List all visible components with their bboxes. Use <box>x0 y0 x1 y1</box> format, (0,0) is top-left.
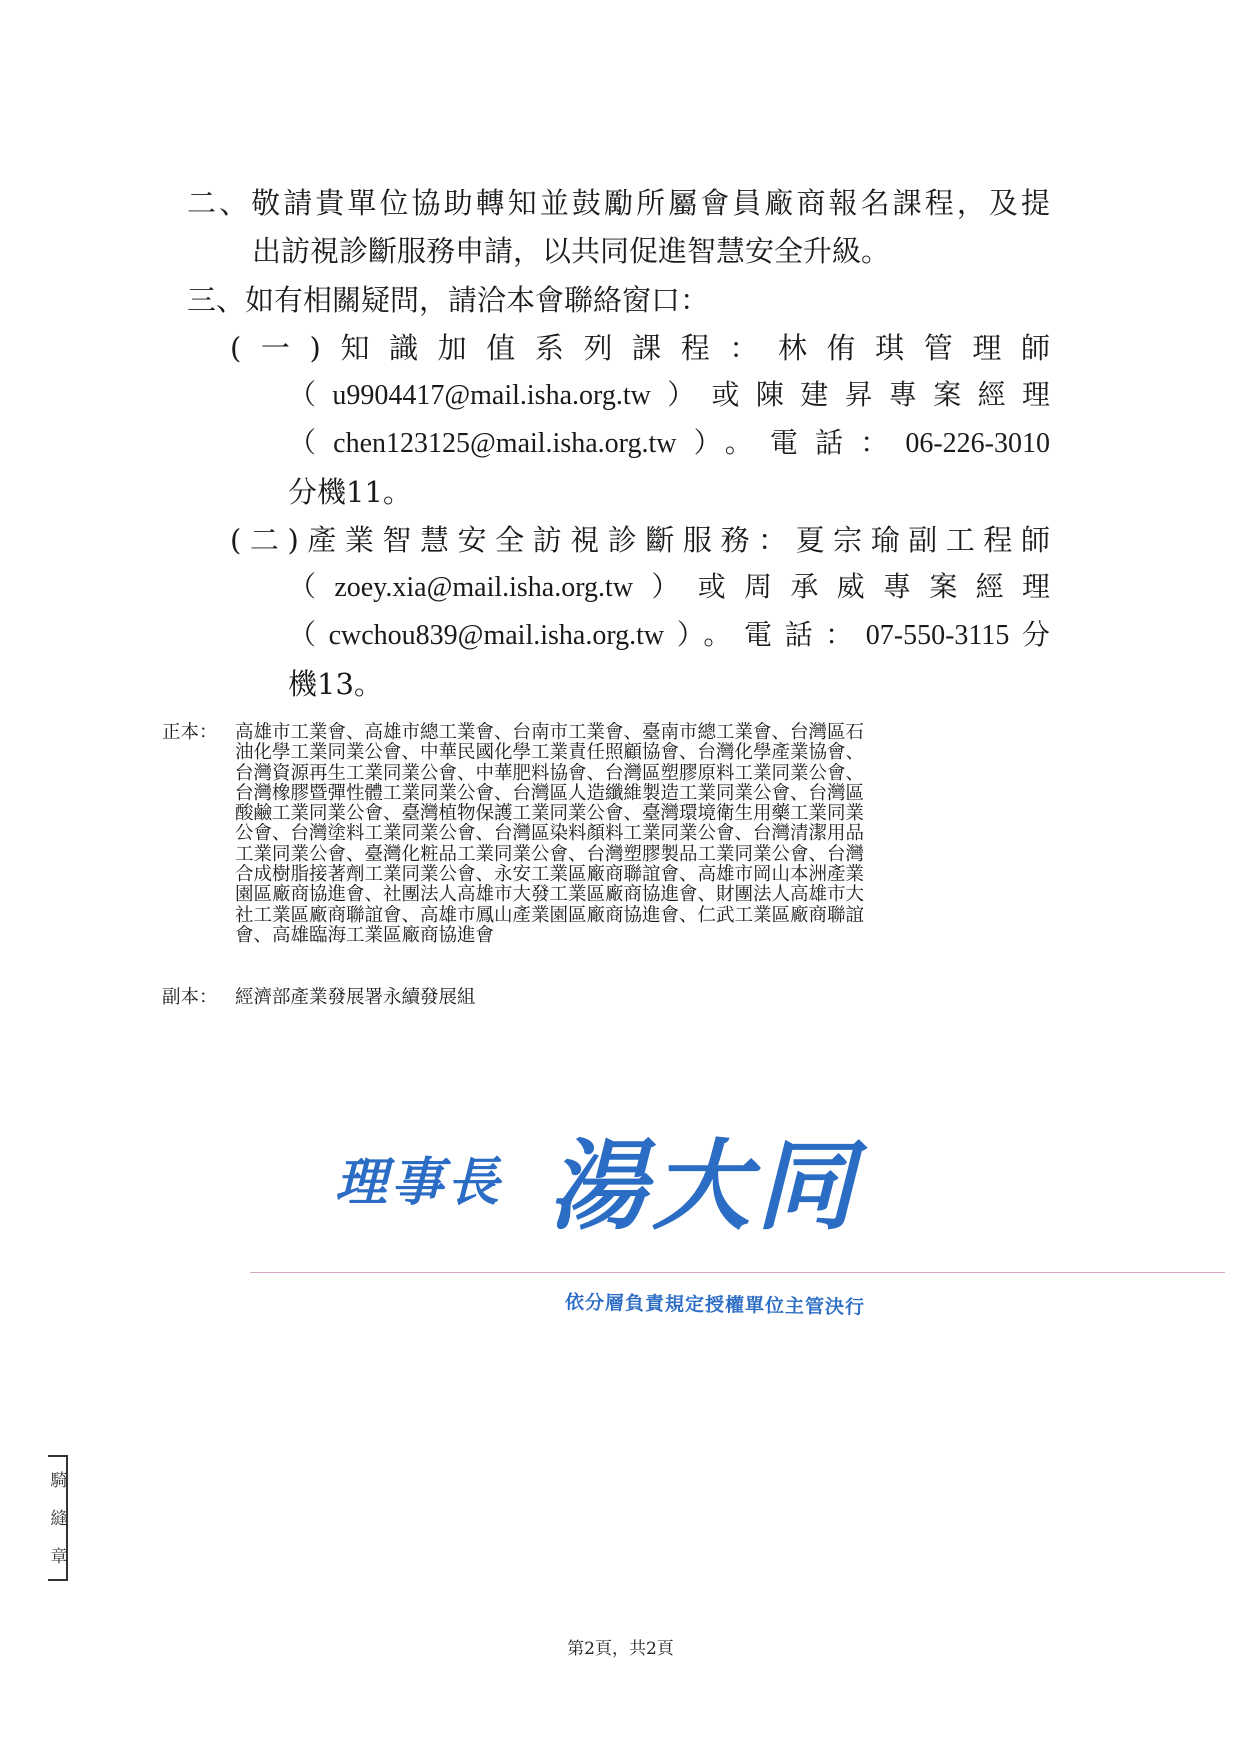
main-recipients-line: 台灣資源再生工業同業公會、中華肥料協會、台灣區塑膠原料工業同業公會、 <box>235 762 865 784</box>
main-recipients-line: 酸鹼工業同業公會、臺灣植物保護工業同業公會、臺灣環境衛生用藥工業同業 <box>235 803 865 825</box>
seam-seal-char: 縫 <box>50 1509 68 1529</box>
contact-1-line-3: （chen123125@mail.isha.org.tw）。電話：06-226-3010 <box>288 428 1050 459</box>
contact-1-line-1: (一)知識加值系列課程：林侑琪管理師 <box>230 331 1050 365</box>
seam-seal-char: 騎 <box>50 1471 68 1491</box>
item-3-heading: 三、如有相關疑問，請洽本會聯絡窗口： <box>187 283 710 317</box>
contact-2-line-2: （zoey.xia@mail.isha.org.tw）或周承威專案經理 <box>288 572 1050 603</box>
seam-seal-char: 章 <box>50 1547 68 1567</box>
signature-name: 湯大同 <box>548 1129 861 1244</box>
main-recipients-line: 會、高雄臨海工業區廠商協進會 <box>235 924 495 946</box>
main-recipients-line: 園區廠商協進會、社團法人高雄市大發工業區廠商協進會、財團法人高雄市大 <box>235 884 865 906</box>
main-recipients-list <box>235 723 1035 946</box>
contact-1-line-4: 分機11。 <box>288 475 412 509</box>
item-2-line-1: 二、敬請貴單位協助轉知並鼓勵所屬會員廠商報名課程，及提 <box>187 186 1050 220</box>
copy-recipients-text: 經濟部產業發展署永續發展組 <box>235 987 476 1008</box>
main-recipients-line: 合成樹脂接著劑工業同業公會、永安工業區廠商聯誼會、高雄市岡山本洲產業 <box>235 864 865 886</box>
contact-1-line-2: （u9904417@mail.isha.org.tw）或陳建昇專案經理 <box>288 380 1050 411</box>
signature-divider <box>250 1272 1225 1273</box>
contact-2-line-4: 機13。 <box>288 667 383 701</box>
copy-recipients-label: 副本： <box>162 987 218 1008</box>
delegation-note: 依分層負責規定授權單位主管決行 <box>564 1291 866 1319</box>
page-number: 第2頁，共2頁 <box>567 1639 674 1659</box>
main-recipients-line: 台灣橡膠暨彈性體工業同業公會、台灣區人造纖維製造工業同業公會、台灣區 <box>235 782 865 804</box>
main-recipients-label: 正本： <box>162 722 218 743</box>
main-recipients-line: 工業同業公會、臺灣化粧品工業同業公會、台灣塑膠製品工業同業公會、台灣 <box>235 843 865 865</box>
signature-title: 理事長 <box>335 1152 504 1213</box>
main-recipients-line: 高雄市工業會、高雄市總工業會、台南市工業會、臺南市總工業會、台灣區石 <box>235 722 865 743</box>
contact-2-line-3: （cwchou839@mail.isha.org.tw）。電話：07-550-3115分 <box>288 620 1050 651</box>
item-2-line-2: 出訪視診斷服務申請，以共同促進智慧安全升級。 <box>252 234 891 268</box>
main-recipients-line: 公會、台灣塗料工業同業公會、台灣區染料顏料工業同業公會、台灣清潔用品 <box>235 823 865 845</box>
main-recipients-line: 社工業區廠商聯誼會、高雄市鳳山產業園區廠商協進會、仁武工業區廠商聯誼 <box>235 904 865 926</box>
contact-2-line-1: (二)產業智慧安全訪視診斷服務：夏宗瑜副工程師 <box>230 523 1050 557</box>
seam-seal-text <box>48 1462 70 1576</box>
main-recipients-line: 油化學工業同業公會、中華民國化學工業責任照顧協會、台灣化學產業協會、 <box>235 742 865 764</box>
